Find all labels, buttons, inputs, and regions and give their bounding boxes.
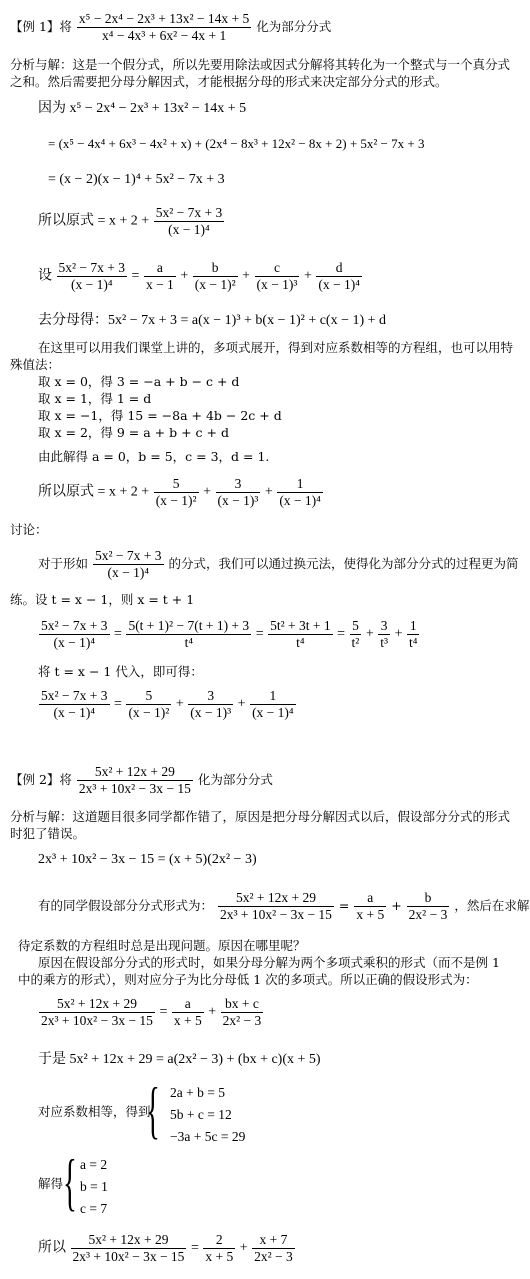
solution-b: b = 1 xyxy=(80,1179,108,1194)
solution-a: a = 2 xyxy=(80,1157,108,1172)
take-x1: 取 x = 1，得 1 = d xyxy=(38,391,152,406)
assume-line: 设 $\frac{\text{5x² − 7x + 3}}{\text{(x − 1)⁴}}$ = $\frac{a}{x - 1}$ + $\frac{b}{\text{(x − 1)²}}$ + $\frac{c}{\text{(x − 1)³}}$ + $\frac{d}{\text{(x − 1)⁴}}$ xyxy=(38,260,360,292)
take-xm1: 取 x = −1，得 15 = −8a + 4b − 2c + d xyxy=(38,408,282,423)
system-brace: { xyxy=(146,1074,160,1145)
identity-line: 于是 5x² + 12x + 29 = a(2x² − 3) + (bx + c)(x + 5) xyxy=(38,1052,321,1067)
coefficient-label: 对应系数相等，得到 xyxy=(38,1104,151,1119)
because-line: 因为 x⁵ − 2x⁴ − 2x³ + 13x² − 14x + 5 xyxy=(38,101,247,116)
expand-equation: = (x⁵ − 4x⁴ + 6x³ − 4x² + x) + (2x⁴ − 8x³ + 12x² − 8x + 2) + 5x² − 7x + 3 xyxy=(48,136,425,151)
take-x0: 取 x = 0，得 3 = −a + b − c + d xyxy=(38,374,240,389)
solution-brace: { xyxy=(63,1146,77,1217)
substitution-equation: $\frac{\text{5x² − 7x + 3}}{\text{(x − 1)⁴}}$ = $\frac{\text{5(t + 1)² − 7(t + 1) + 3}}{\text{t⁴}}$ = $\frac{\text{5t² + 3t + 1}}{\text{t⁴}}$ = $\frac{5}{\text{t²}}$ + $\frac{3}{\text{t³}}$ + $\frac{1}{\text{t⁴}}$ xyxy=(41,618,418,650)
discussion-line-2: 练。设 t = x − 1，则 x = t + 1 xyxy=(10,592,195,607)
denominator-factorization: 2x³ + 10x² − 3x − 15 = (x + 5)(2x² − 3) xyxy=(38,852,257,867)
method-para-1: 在这里可以用我们课堂上讲的，多项式展开，得到对应系数相等的方程组，也可以用特 xyxy=(38,340,514,355)
so-original-line: 所以原式 = x + 2 + $\frac{\text{5x² − 7x + 3}}{\text{(x − 1)⁴}}$ xyxy=(38,205,223,237)
correct-assumption-equation: $\frac{\text{5x² + 12x + 29}}{\text{2x³ + 10x² − 3x − 15}}$ = $\frac{a}{x + 5}$ + $\frac{bx + c}{\text{2x² − 3}}$ xyxy=(41,996,262,1028)
analysis-line-2: 之和。然后需要把分母分解因式，才能根据分母的形式来决定部分分式的形式。 xyxy=(10,74,448,89)
question-line: 待定系数的方程组时总是出现问题。原因在哪里呢？ xyxy=(18,938,306,953)
reason-line-1: 原因在假设部分分式的形式时，如果分母分解为两个多项式乘积的形式（而不是例 1 xyxy=(38,955,500,970)
example1-fraction: $\frac{\text{x⁵ − 2x⁴ − 2x³ + 13x² − 14x + 5}}{\text{x⁴ − 4x³ + 6x² − 4x + 1}}$ xyxy=(78,11,250,43)
discussion-line-1: 对于形如 $\frac{\text{5x² − 7x + 3}}{\text{(x − 1)⁴}}$ 的分式，我们可以通过换元法，使得化为部分分式的过程更为简 xyxy=(38,548,519,580)
example2-title: 【例 2】将 $\frac{\text{5x² + 12x + 29}}{\text{2x³ + 10x² − 3x − 15}}$ 化为部分分式 xyxy=(10,764,273,796)
example2-label: 【例 2】将 xyxy=(10,772,72,787)
analysis-line-1: 分析与解：这是一个假分式，所以先要用除法或因式分解将其转化为一个整式与一个真分式 xyxy=(10,57,511,72)
method-para-2: 殊值法： xyxy=(10,357,61,372)
solve-label: 解得 xyxy=(38,1176,64,1191)
solution-system xyxy=(80,1154,108,1220)
ex2-analysis-line-1: 分析与解：这道题目很多同学都作错了，原因是把分母分解因式以后，假设部分分式的形式 xyxy=(10,809,511,824)
example1-title: 【例 1】将 $\frac{\text{x⁵ − 2x⁴ − 2x³ + 13x² − 14x + 5}}{\text{x⁴ − 4x³ + 6x² − 4x + 1}}$ 化为部分分式 xyxy=(10,11,332,43)
final-form-equation: $\frac{\text{5x² − 7x + 3}}{\text{(x − 1)⁴}}$ = $\frac{5}{\text{(x − 1)²}}$ + $\frac{3}{\text{(x − 1)³}}$ + $\frac{1}{\text{(x − 1)⁴}}$ xyxy=(41,688,294,720)
system-eq-3: −3a + 5c = 29 xyxy=(170,1129,246,1144)
ex2-analysis-line-2: 时犯了错误。 xyxy=(10,826,86,841)
wrong-assumption-line: 有的同学假设部分分式形式为： $\frac{\text{5x² + 12x + 29}}{\text{2x³ + 10x² − 3x − 15}}$ = $\frac{a}{x + 5}$ + $\frac{b}{\text{2x² − 3}}$ ，然后在求解 xyxy=(38,890,530,922)
remainder-fraction: $\frac{\text{5x² − 7x + 3}}{\text{(x − 1)⁴}}$ xyxy=(155,205,223,237)
system-eq-2: 5b + c = 12 xyxy=(170,1107,232,1122)
back-substitute-line: 将 t = x − 1 代入，即可得： xyxy=(38,664,203,679)
take-x2: 取 x = 2，得 9 = a + b + c + d xyxy=(38,425,229,440)
example1-label: 【例 1】将 xyxy=(10,19,72,34)
system-eq-1: 2a + b = 5 xyxy=(170,1085,225,1100)
solution-line: 由此解得 a = 0，b = 5，c = 3，d = 1. xyxy=(38,449,270,464)
discussion-heading: 讨论： xyxy=(10,522,48,537)
factored-equation: = (x − 2)(x − 1)⁴ + 5x² − 7x + 3 xyxy=(48,172,225,187)
example2-fraction: $\frac{\text{5x² + 12x + 29}}{\text{2x³ + 10x² − 3x − 15}}$ xyxy=(78,764,191,796)
clear-denominator-line: 去分母得：5x² − 7x + 3 = a(x − 1)³ + b(x − 1)² + c(x − 1) + d xyxy=(38,313,387,328)
solution-c: c = 7 xyxy=(80,1201,108,1216)
result-line: 所以原式 = x + 2 + $\frac{5}{\text{(x − 1)²}}$ + $\frac{3}{\text{(x − 1)³}}$ + $\frac{1}{\text{(x − 1)⁴}}$ xyxy=(38,476,321,508)
coefficient-system xyxy=(170,1082,245,1148)
final-result-equation: 所以 $\frac{\text{5x² + 12x + 29}}{\text{2x³ + 10x² − 3x − 15}}$ = $\frac{2}{x + 5}$ + $\frac{x + 7}{\text{2x² − 3}}$ xyxy=(38,1232,293,1264)
reason-line-2: 中的乘方的形式），则对应分子为比分母低 1 次的多项式。所以正确的假设形式为： xyxy=(18,972,478,987)
